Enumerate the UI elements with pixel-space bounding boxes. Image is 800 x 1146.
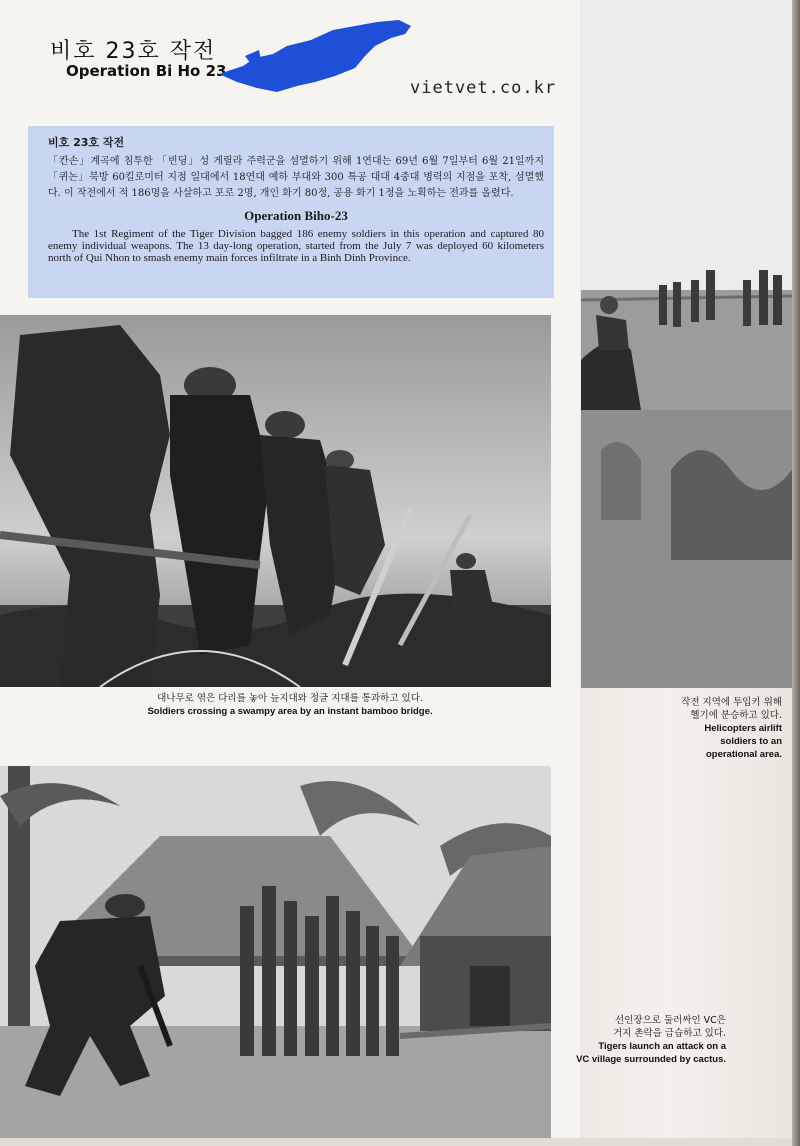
caption-vc-village-english-line2: VC village surrounded by cactus. <box>576 1054 726 1065</box>
website-label: vietvet.co.kr <box>410 78 557 98</box>
caption-bamboo-bridge-korean: 대나무로 엮은 다리를 놓아 늪지대와 정글 지대를 통과하고 있다. <box>157 693 423 704</box>
caption-helicopter-korean-line1: 작전 지역에 투입키 위해 <box>681 697 782 708</box>
summary-korean-title: 비호 23호 작전 <box>48 136 125 149</box>
page-binding-edge <box>792 0 800 1146</box>
page-bottom-edge <box>0 1138 792 1146</box>
photo-vc-village-attack <box>0 766 551 1140</box>
photo-bamboo-bridge <box>0 315 551 687</box>
caption-bamboo-bridge-english: Soldiers crossing a swampy area by an instant bamboo bridge. <box>147 706 433 717</box>
korea-vietnam-map-icon <box>215 16 415 100</box>
caption-helicopter-korean-line2: 헬기에 분승하고 있다. <box>690 710 782 721</box>
caption-helicopter-airlift <box>670 696 782 761</box>
caption-helicopter-english-line2: soldiers to an <box>720 736 782 747</box>
caption-vc-village-english-line1: Tigers launch an attack on a <box>598 1041 726 1052</box>
summary-english-title: Operation Biho-23 <box>244 208 348 223</box>
title-korean: 비호 23호 작전 <box>50 39 217 64</box>
summary-box <box>28 126 554 298</box>
caption-vc-village-korean-line2: 거지 촌락을 급습하고 있다. <box>612 1028 726 1039</box>
photo-helicopter-airlift <box>581 0 792 688</box>
caption-vc-village <box>556 1014 726 1066</box>
caption-helicopter-english-line3: operational area. <box>705 749 782 760</box>
summary-english-body: The 1st Regiment of the Tiger Division bagged 186 enemy soldiers in this operation and captured 80 enemy individual weapons. The 13 day-long operation, started from the July 7 was deployed 60 kilometers north of Qui Nhon to smash enemy main forces infiltrate in a Binh Dinh Province. <box>48 228 544 264</box>
caption-bamboo-bridge <box>60 692 520 718</box>
summary-korean-body: 「칸손」계곡에 침투한 「빈딩」성 게릴라 주력군을 섬멸하기 위해 1연대는 69년 6월 7일부터 6월 21일까지 「퀴논」북방 60킬로미터 지점 일대에서 18연대 예하 부대와 300 특공 대대 4중대 병력의 지점을 포착, 섬멸했다. 이 작전에서 적 186명을 사살하고 포로 2명, 개인 화기 80정, 공용 화기 1정을 노획하는 전과를 올렸다. <box>48 156 544 199</box>
caption-helicopter-english-line1: Helicopters airlift <box>704 723 782 734</box>
title-english: Operation Bi Ho 23 <box>66 62 227 80</box>
caption-vc-village-korean-line1: 선인장으로 둘러싸인 VC은 <box>615 1015 726 1026</box>
